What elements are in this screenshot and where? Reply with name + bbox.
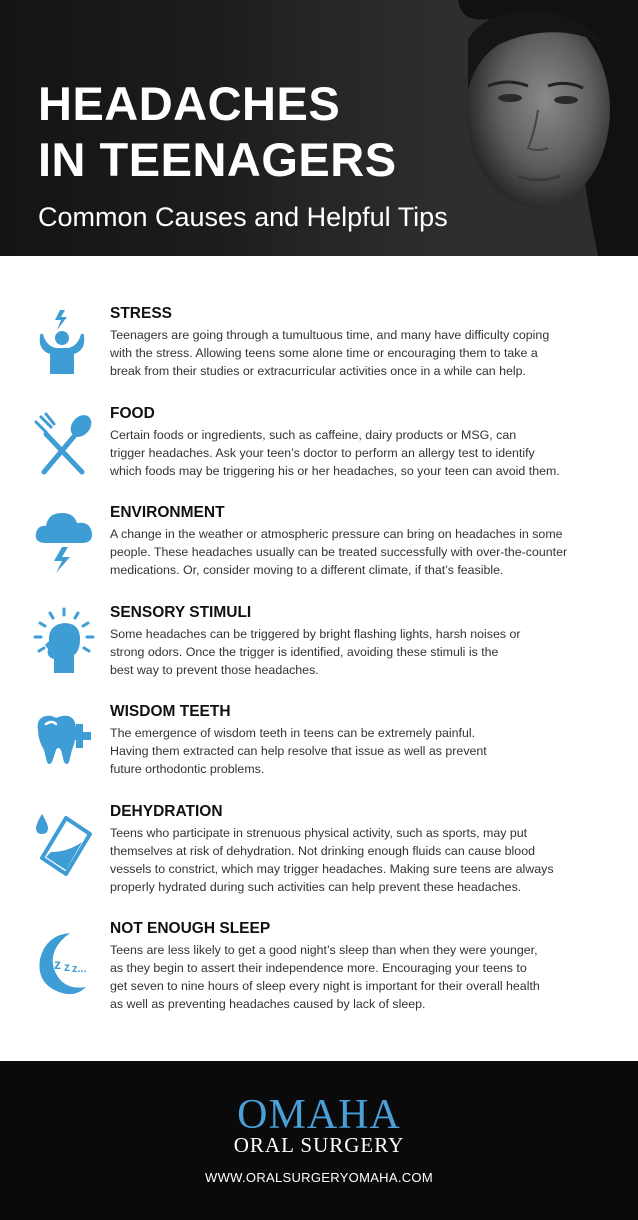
- tip-text: [110, 919, 630, 1013]
- tip-body: The emergence of wisdom teeth in teens can be extremely painful. Having them extracted can help resolve that issue as well as prevent future orthodontic problems.: [110, 726, 487, 776]
- tip-text: [110, 702, 630, 778]
- tip-body: A change in the weather or atmospheric pressure can bring on headaches in some people. These headaches usually can be treated successfully with over-the-counter medications. Or, consider moving to a different climate, if that’s feasible.: [110, 527, 568, 577]
- svg-text:z...: z...: [72, 963, 87, 975]
- storm-cloud-icon: [32, 507, 96, 575]
- tip-text: [110, 603, 630, 679]
- fork-spoon-icon: [32, 412, 96, 480]
- footer: [0, 1061, 638, 1220]
- page-title: [38, 76, 397, 188]
- tip-title: FOOD: [110, 405, 155, 422]
- water-glass-icon: [32, 812, 96, 880]
- tip-text: [110, 404, 630, 480]
- tooth-plus-icon: [32, 706, 96, 774]
- tip-text: [110, 503, 630, 579]
- tip-title: STRESS: [110, 305, 173, 322]
- title-line-2: IN TEENAGERS: [38, 133, 397, 186]
- svg-text:z: z: [54, 956, 61, 972]
- tip-title: NOT ENOUGH SLEEP: [110, 920, 271, 937]
- tip-title: WISDOM TEETH: [110, 703, 231, 720]
- tip-text: [110, 304, 630, 380]
- website-link[interactable]: WWW.ORALSURGERYOMAHA.COM: [205, 1170, 433, 1185]
- header-banner: [0, 0, 638, 256]
- moon-sleep-icon: [32, 929, 96, 997]
- stressed-person-icon: [32, 308, 96, 376]
- tip-body: Teens are less likely to get a good night’s sleep than when they were younger, as they begin to assert their independence more. Encouraging your teens to get seven to nine hours of sleep every night is important for their overall health as well as preventing headaches caused by lack of sleep.: [110, 943, 540, 1011]
- svg-text:z: z: [64, 960, 70, 974]
- tip-body: Teens who participate in strenuous physical activity, such as sports, may put themselves at risk of dehydration. Not drinking enough fluids can cause blood vessels to constrict, which may trigger headaches. Making sure teens are always properly hydrated during such activities can help prevent these headaches.: [110, 826, 554, 894]
- tip-title: SENSORY STIMULI: [110, 604, 252, 621]
- title-line-1: HEADACHES: [38, 77, 341, 130]
- tip-body: Certain foods or ingredients, such as caffeine, dairy products or MSG, can trigger headaches. Ask your teen’s doctor to perform an allergy test to identify which foods may be triggering his or her headaches, so your teen can avoid them.: [110, 428, 560, 478]
- tip-text: [110, 802, 630, 896]
- tip-title: ENVIRONMENT: [110, 504, 225, 521]
- head-stimuli-icon: [32, 607, 96, 675]
- brand-logo: OMAHA: [237, 1092, 401, 1138]
- tip-title: DEHYDRATION: [110, 803, 223, 820]
- page-subtitle: Common Causes and Helpful Tips: [38, 202, 448, 232]
- brand-subtitle: ORAL SURGERY: [233, 1133, 405, 1157]
- tip-body: Teenagers are going through a tumultuous time, and many have difficulty coping with the stress. Allowing teens some alone time or encouraging them to take a break from their studies or extracurricular activities once in a while can help.: [110, 328, 550, 378]
- tips-list: [0, 256, 638, 1061]
- tip-body: Some headaches can be triggered by bright flashing lights, harsh noises or strong odors. Once the trigger is identified, avoiding these stimuli is the best way to prevent those headaches.: [110, 627, 521, 677]
